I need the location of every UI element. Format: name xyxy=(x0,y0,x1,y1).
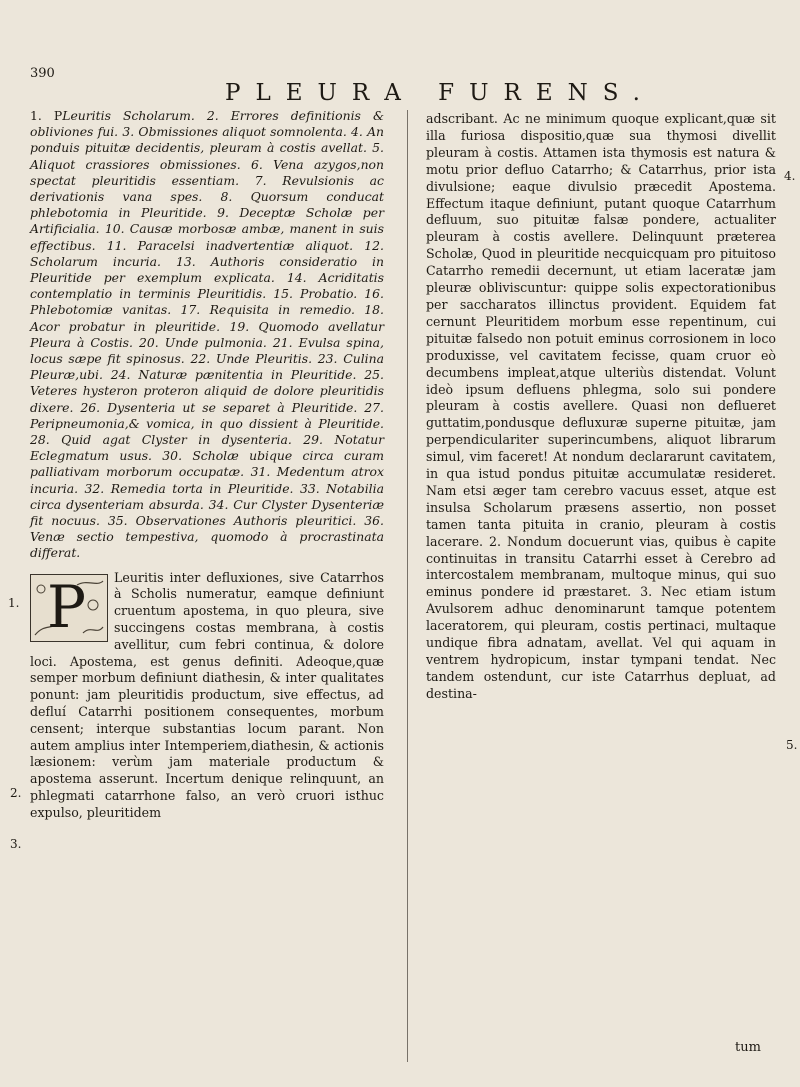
chapter-summary xyxy=(30,108,384,562)
summary-lead: 1. P xyxy=(30,108,63,123)
left-column xyxy=(30,108,384,822)
ornamental-initial xyxy=(30,574,108,642)
column-rule xyxy=(407,110,408,1062)
page-number: 390 xyxy=(30,66,55,81)
right-column xyxy=(426,111,776,703)
margin-number: 3. xyxy=(10,837,22,851)
left-body-text: Leuritis inter defluxiones, sive Catarrhos à Scholis numeratur, eamque definiunt cruentum apostema, in quo pleura, sive succingens costas membrana, à costis avellitur, cum febri continua, & dolore loci. Apostema, est genus definiti. Adeoque,quæ semper morbum definiunt diathesin, & inter qualitates ponunt: jam pleuritidis productum, sive effectus, ad defluí Catarrhi positionem consequentes, morbum censent; interque substantias locum parant. Non autem amplius inter Intemperiem,diathesin, & actionis læsionem: verùm jam materiale productum & apostema asserunt. Incertum denique relinquunt, an phlegmati catarrhone falso, an verò cruori isthuc expulso, pleuritidem xyxy=(30,569,384,820)
margin-number: 4. xyxy=(784,169,796,183)
catchword: tum xyxy=(735,1040,761,1055)
margin-number: 1. xyxy=(8,596,20,610)
dropcap-letter: P xyxy=(47,572,87,641)
margin-number: 5. xyxy=(786,738,798,752)
left-body xyxy=(30,570,384,822)
running-head: PLEURA FURENS. xyxy=(225,80,655,106)
margin-number: 2. xyxy=(10,786,22,800)
summary-text: Leuritis Scholarum. 2. Errores definitionis & obliviones fui. 3. Obmissiones aliquot somnolenta. 4. An ponduis pituitæ decidentis, pleuram à costis avellat. 5. Aliquot crassiores obmissiones. 6. Vena azygos,non spectat pleuritidis essentiam. 7. Revulsionis ac derivationis vana spes. 8. Quorsum conducat phlebotomia in Pleuritide. 9. Deceptæ Scholæ per Artificialia. 10. Causæ morbosæ ambæ, manent in suis effectibus. 11. Paracelsi inadvertentiæ aliquot. 12. Scholarum incuria. 13. Authoris consideratio in Pleuritide per exemplum explicata. 14. Acriditatis contemplatio in terminis Pleuritidis. 15. Probatio. 16. Phlebotomiæ vanitas. 17. Requisita in remedio. 18. Acor probatur in pleuritide. 19. Quomodo avellatur Pleura à Costis. 20. Unde pulmonia. 21. Evulsa spina, locus sæpe fit spinosus. 22. Unde Pleuritis. 23. Culina Pleuræ,ubi. 24. Naturæ pænitentia in Pleuritide. 25. Veteres hysteron proteron aliquid de dolore pleuritidis dixere. 26. Dysenteria ut se separet à Pleuritide. 27. Peripneumonia,& vomica, in quo dissient à Pleuritide. 28. Quid agat Clyster in dysenteria. 29. Notatur Eclegmatum usus. 30. Scholæ ubique circa curam palliativam morborum occupatæ. 31. Medentum atrox incuria. 32. Remedia torta in Pleuritide. 33. Notabilia circa dysenteriam absurda. 34. Cur Clyster Dysenteriæ fit nocuus. 35. Observationes Authoris pleuritici. 36. Venæ sectio tempestiva, quomodo à procrastinata differat. xyxy=(30,108,384,561)
right-body-text: adscribant. Ac ne minimum quoque explicant,quæ sit illa furiosa dispositio,quæ sua thymosi divellit pleuram à costis. Attamen ista thymosis est natura & motu prior defluo Catarrho; & Catarrhus, prior ista divulsione; eaque divulsio præcedit Apostema. Effectum itaque definiunt, putant quoque Catarrhum defluum, suo pituitæ falsæ pondere, actualiter pleuram à costis avellere. Delinquunt præterea Scholæ, Quod in pleuritide necquicquam pro pituitoso Catarrho remedii decernunt, ut etiam laceratæ jam pleuræ obliviscuntur: quippe solis expectorationibus per saccharatos illinctus provident. Equidem fat cernunt Pleuritidem morbum esse repentinum, cui pituitæ falsedo non potuit eminus corrosionem in loco produxisse, vel cavitatem fecisse, quam cruor eò decumbens impleat,atque ulteriùs distendat. Volunt ideò ipsum defluens phlegma, solo sui pondere pleuram à costis avellere. Quasi non deflueret guttatim,pondusque defluxuræ superne pituitæ, jam perpendiculariter superincumbens, aliquot librarum simul, vim faceret! At nondum declararunt cavitatem, in qua istud pondus pituitæ accumulatæ resideret. Nam etsi æger tam cerebro vacuus esset, atque est insulsa Scholarum præsens assertio, non posset tamen tanta pituita in cranio, pleuram à costis lacerare. 2. Nondum docuerunt vias, quibus è capite continuitas in transitu Catarrhi esset à Cerebro ad intercostalem membranam, multoque minus, qui suo eminus pondere id præstaret. 3. Nec etiam istum Avulsorem adhuc denominarunt tamque potentem laceratorem, qui pleuram, costis pertinaci, multaque undique fibra adnatam, avellat. Vel qui aquam in ventrem hydropicum, instar tympani tendat. Nec tandem ostendunt, cur iste Catarrhus depluat, ad destina- xyxy=(426,111,776,701)
